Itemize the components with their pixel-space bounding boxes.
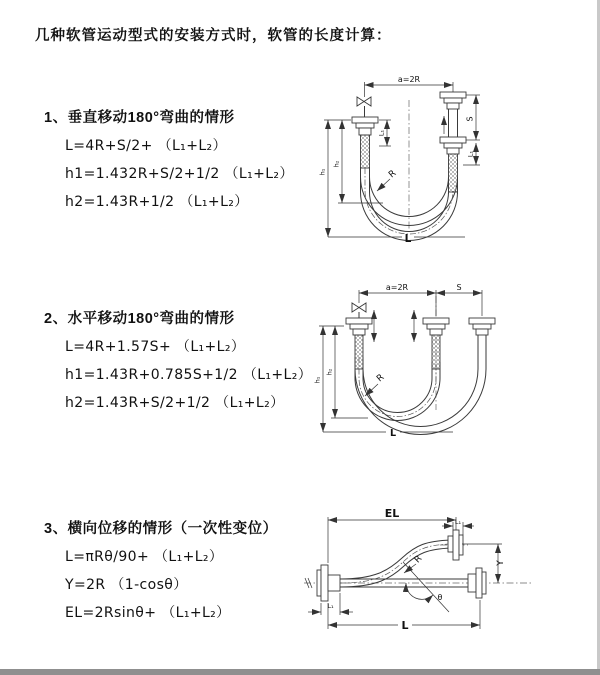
dim-label-R: R	[375, 372, 387, 385]
left-flange-assembly	[317, 565, 340, 601]
section1-formula-L: L=4R+S/2+ （L₁+L₂）	[65, 138, 227, 154]
hose-curves	[355, 357, 486, 435]
braid-section	[361, 135, 370, 168]
section3-formula-EL: EL=2Rsinθ+ （L₁+L₂）	[65, 605, 231, 621]
valve-icon	[352, 303, 366, 318]
right-flange-assembly	[440, 92, 466, 192]
left-flange-assembly	[352, 117, 378, 168]
diagram-lateral-displacement	[300, 505, 600, 657]
left-flange-assembly	[346, 318, 372, 378]
section3-formula-Y: Y=2R （1-cosθ）	[65, 577, 188, 593]
dim-label-L: L	[401, 619, 409, 632]
dim-label-EL: EL	[384, 507, 400, 520]
curved-hose-displaced-position	[340, 540, 451, 587]
section1-formula-h1: h1=1.432R+S/2+1/2 （L₁+L₂）	[65, 166, 294, 182]
middle-flange-assembly	[423, 318, 449, 378]
section3-formula-L: L=πRθ/90+ （L₁+L₂）	[65, 549, 224, 565]
dim-label-L1-bottom: L₁	[327, 602, 334, 610]
dim-label-h1: h₁	[318, 168, 327, 176]
dim-label-a2R: a=2R	[385, 283, 409, 292]
dim-label-L1-top: L₁	[454, 518, 462, 526]
dim-label-Y: Y	[496, 560, 506, 566]
dim-label-h2: h₂	[332, 160, 341, 168]
dim-label-R: R	[387, 168, 399, 181]
scan-edge-bottom	[0, 669, 600, 675]
section2-heading: 2、水平移动180°弯曲的情形	[44, 311, 235, 327]
dim-label-S: S	[456, 283, 462, 292]
braid-section	[449, 154, 458, 192]
dim-label-h1: h₁	[313, 376, 322, 384]
right-flange-original	[468, 568, 486, 598]
section3-heading: 3、横向位移的情形（一次性变位）	[44, 521, 278, 537]
section2-formula-h2: h2=1.43R+S/2+1/2 （L₁+L₂）	[65, 395, 285, 411]
braid-section	[432, 335, 440, 369]
section1-formula-h2: h2=1.43R+1/2 （L₁+L₂）	[65, 194, 249, 210]
dim-label-S: S	[465, 116, 475, 122]
dim-label-h2: h₂	[325, 368, 334, 376]
dim-label-L1-right: L₁	[466, 150, 475, 158]
diagram-horizontal-180-bend	[308, 282, 600, 454]
dim-label-L: L	[389, 428, 397, 439]
section2-formula-L: L=4R+1.57S+ （L₁+L₂）	[65, 339, 246, 355]
braid-section	[355, 335, 363, 369]
diagram-vertical-180-bend	[313, 72, 600, 267]
dim-label-L1-left: L₁	[377, 129, 386, 137]
valve-icon	[357, 97, 371, 117]
section1-heading: 1、垂直移动180°弯曲的情形	[44, 110, 235, 126]
dim-label-a2R: a=2R	[397, 75, 421, 84]
angle-label-theta: θ	[437, 593, 443, 602]
right-flange-displaced	[448, 530, 463, 560]
dim-label-L: L	[404, 233, 412, 245]
dim-label-R: R	[412, 553, 425, 566]
dimension-lines	[308, 517, 502, 629]
page-title: 几种软管运动型式的安装方式时，软管的长度计算：	[35, 28, 392, 44]
right-flange-assembly	[469, 318, 495, 369]
section2-formula-h1: h1=1.43R+0.785S+1/2 （L₁+L₂）	[65, 367, 313, 383]
dimension-lines	[319, 290, 482, 432]
